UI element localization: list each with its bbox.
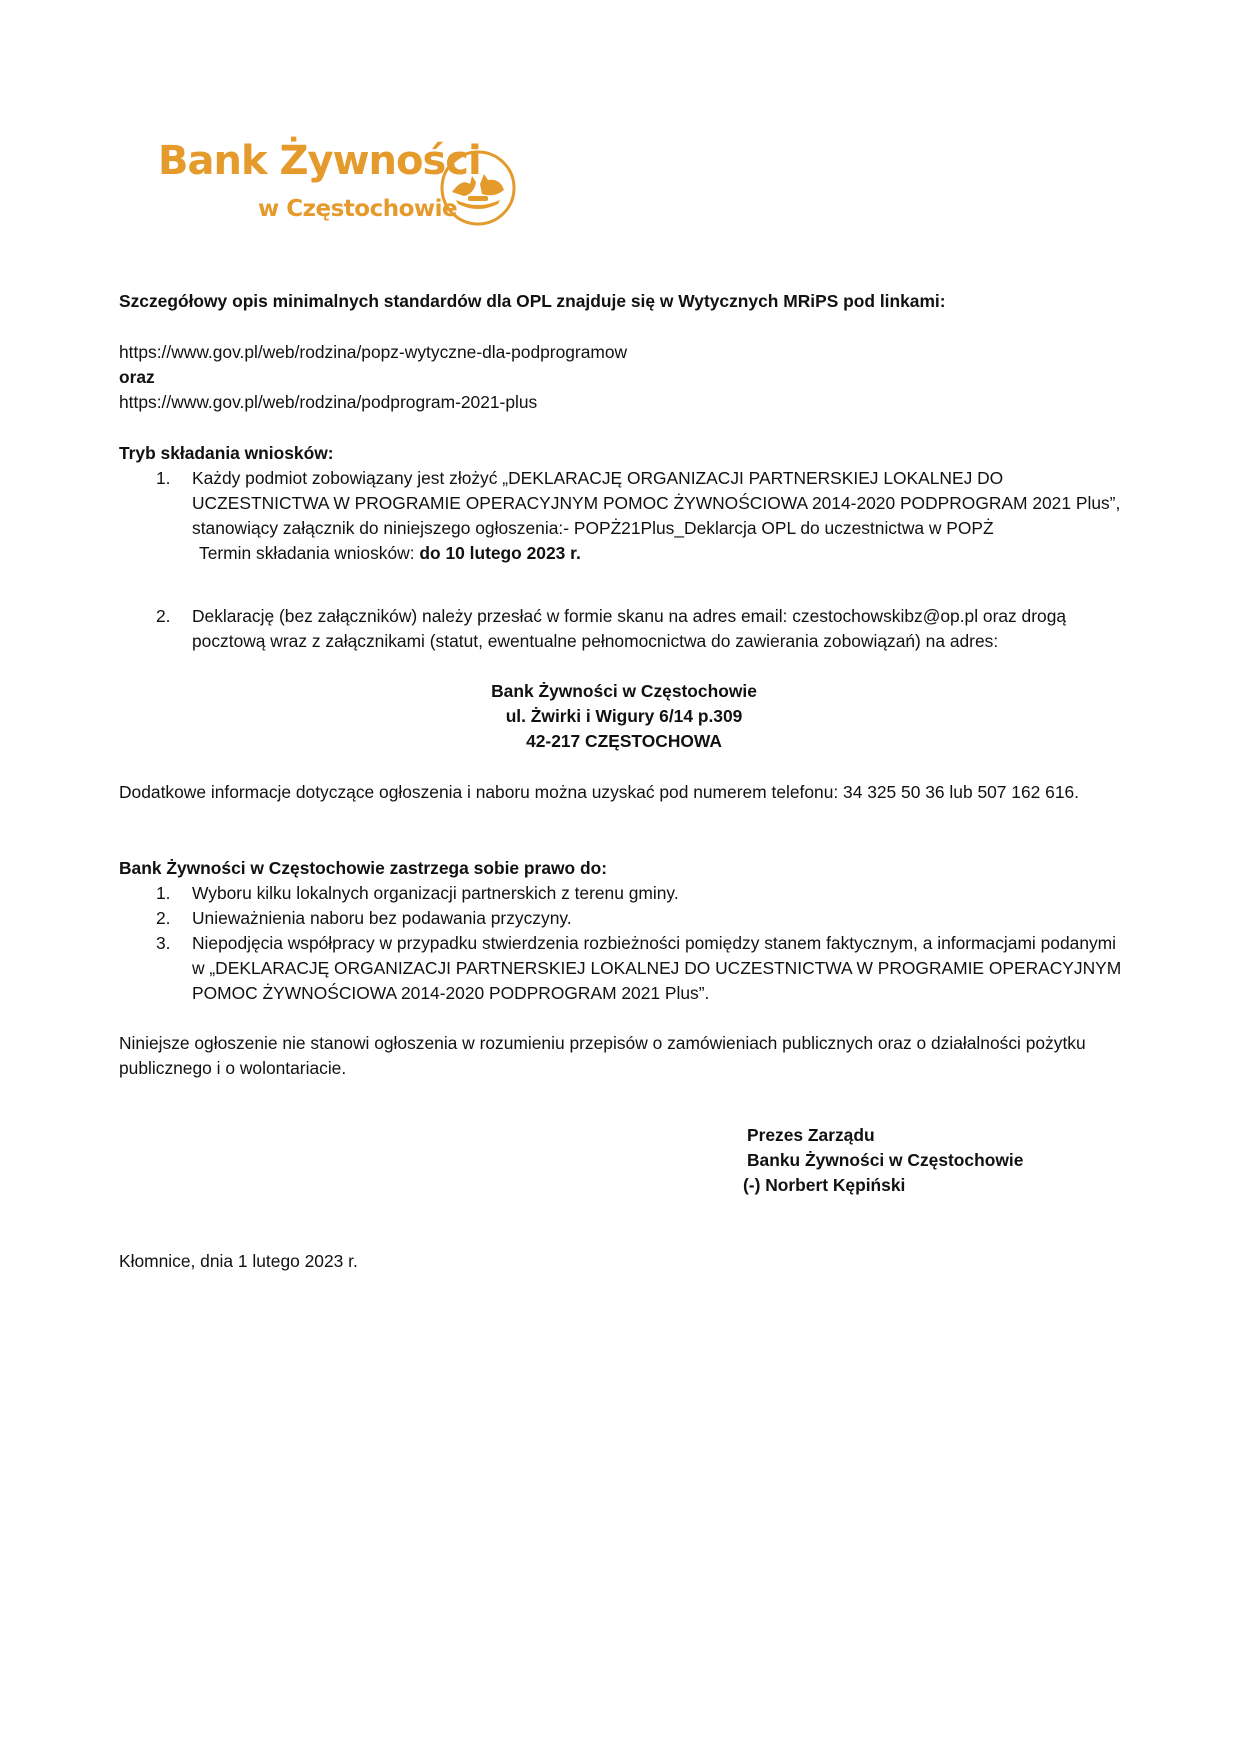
list-number: 2. — [156, 908, 171, 928]
list-item-text: Unieważnienia naboru bez podawania przyczyny. — [192, 908, 572, 928]
address-line-1: Bank Żywności w Częstochowie — [491, 681, 757, 701]
signature-title: Prezes Zarządu — [747, 1125, 875, 1145]
conjunction-oraz: oraz — [119, 367, 155, 387]
list-number: 2. — [156, 606, 171, 626]
address-line-2: ul. Żwirki i Wigury 6/14 p.309 — [505, 706, 743, 726]
list-item — [119, 466, 1129, 541]
list-item-text: Każdy podmiot zobowiązany jest złożyć „DEKLARACJĘ ORGANIZACJI PARTNERSKIEJ LOKALNEJ DO UCZESTNICTWA W PROGRAMIE OPERACYJNYM POMOC ŻYWNOŚCIOWA 2014-2020 PODPROGRAM 2021 Plus”, stanowiący załącznik do niniejszego ogłoszenia:- POPŻ21Plus_Deklarcja OPL do uczestnictwa w POPŻ — [192, 468, 1121, 538]
list-number: 1. — [156, 468, 171, 488]
link-podprogram[interactable]: https://www.gov.pl/web/rodzina/podprogram-2021-plus — [119, 392, 538, 412]
list-item — [119, 881, 1129, 906]
logo-title: Bank Żywności — [158, 138, 481, 184]
list-item-text: Wyboru kilku lokalnych organizacji partnerskich z terenu gminy. — [192, 883, 679, 903]
list-item-text: Deklarację (bez załączników) należy przesłać w formie skanu na adres email: czestochowskibz@op.pl oraz drogą pocztową wraz z załącznikami (statut, ewentualne pełnomocnictwa do zawierania zobowiązań) na adres: — [192, 606, 1067, 651]
address-line-3: 42-217 CZĘSTOCHOWA — [526, 731, 722, 751]
procedure-heading: Tryb składania wniosków: — [119, 443, 334, 463]
list-item — [119, 931, 1129, 1006]
place-date: Kłomnice, dnia 1 lutego 2023 r. — [119, 1251, 358, 1271]
standards-heading: Szczegółowy opis minimalnych standardów dla OPL znajduje się w Wytycznych MRiPS pod linkami: — [119, 291, 946, 311]
link-wytyczne[interactable]: https://www.gov.pl/web/rodzina/popz-wytyczne-dla-podprogramow — [119, 342, 628, 362]
list-item-text: Niepodjęcia współpracy w przypadku stwierdzenia rozbieżności pomiędzy stanem faktycznym, a informacjami podanymi w „DEKLARACJĘ ORGANIZACJI PARTNERSKIEJ LOKALNEJ DO UCZESTNICTWA W PROGRAMIE OPERACYJNYM POMOC ŻYWNOŚCIOWA 2014-2020 PODPROGRAM 2021 Plus”. — [192, 933, 1122, 1003]
rights-list — [119, 881, 1129, 1006]
signature-organization: Banku Żywności w Częstochowie — [747, 1150, 1024, 1170]
signature-name: (-) Norbert Kępiński — [743, 1175, 906, 1195]
deadline-value: do 10 lutego 2023 r. — [419, 543, 581, 563]
procedure-list-2 — [119, 604, 1129, 654]
rights-heading: Bank Żywności w Częstochowie zastrzega sobie prawo do: — [119, 858, 608, 878]
bank-logo — [158, 138, 518, 238]
list-item — [119, 604, 1129, 654]
deadline-line — [119, 541, 1129, 566]
list-item — [119, 906, 1129, 931]
additional-info: Dodatkowe informacje dotyczące ogłoszenia i naboru można uzyskać pod numerem telefonu: 34 325 50 36 lub 507 162 616. — [119, 782, 1079, 802]
list-number: 1. — [156, 883, 171, 903]
disclaimer: Niniejsze ogłoszenie nie stanowi ogłoszenia w rozumieniu przepisów o zamówieniach publicznych oraz o działalności pożytku publicznego i o wolontariacie. — [119, 1033, 1086, 1078]
procedure-list — [119, 466, 1129, 566]
list-number: 3. — [156, 933, 171, 953]
bird-food-icon — [438, 148, 518, 228]
deadline-label: Termin składania wniosków: — [199, 543, 420, 563]
logo-subtitle: w Częstochowie — [258, 196, 458, 222]
